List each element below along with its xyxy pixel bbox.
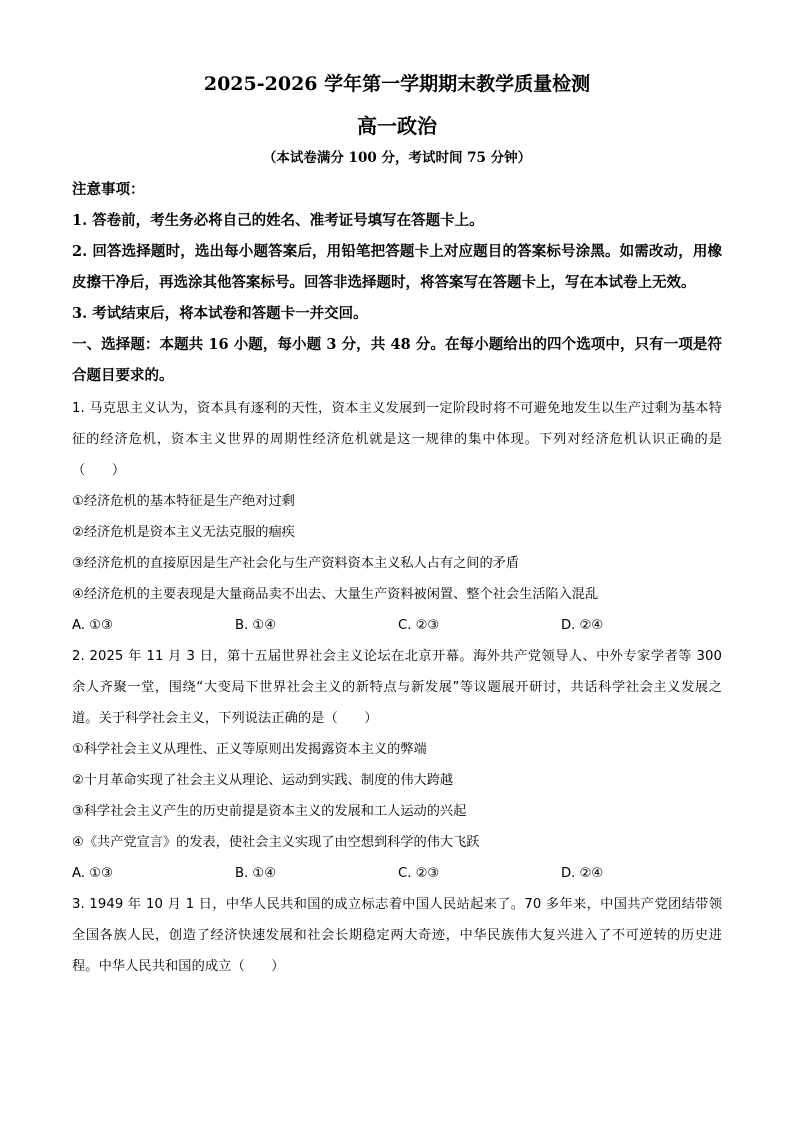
choice-a: A. ①③ <box>72 618 113 633</box>
answer-choices <box>72 610 722 641</box>
choice-c: C. ②③ <box>398 866 440 881</box>
notice-item-1: 1. 答卷前，考生务必将自己的姓名、准考证号填写在答题卡上。 <box>72 212 484 229</box>
exam-title: 2025-2026 学年第一学期期末教学质量检测 <box>203 73 591 95</box>
question-3 <box>72 889 722 982</box>
section-heading: 一、选择题：本题共 16 小题，每小题 3 分，共 48 分。在每小题给出的四个选项中，只有一项是符合题目要求的。 <box>72 336 722 384</box>
choice-a: A. ①③ <box>72 866 113 881</box>
answer-choices <box>72 858 722 889</box>
question-option: ②经济危机是资本主义无法克服的痼疾 <box>72 525 295 540</box>
question-option: ③经济危机的直接原因是生产社会化与生产资料资本主义私人占有之间的矛盾 <box>72 556 520 571</box>
question-2 <box>72 641 722 889</box>
question-option: ④《共产党宣言》的发表，使社会主义实现了由空想到科学的伟大飞跃 <box>72 835 480 850</box>
choice-b: B. ①④ <box>235 866 277 881</box>
question-option: ①科学社会主义从理性、正义等原则出发揭露资本主义的弊端 <box>72 742 427 757</box>
question-option: ④经济危机的主要表现是大量商品卖不出去、大量生产资料被闲置、整个社会生活陷入混乱 <box>72 587 599 602</box>
exam-subject: 高一政治 <box>357 114 437 138</box>
choice-d: D. ②④ <box>561 618 604 633</box>
question-option: ③科学社会主义产生的历史前提是资本主义的发展和工人运动的兴起 <box>72 804 467 819</box>
exam-page <box>72 60 722 982</box>
exam-info: （本试卷满分 100 分，考试时间 75 分钟） <box>262 150 532 166</box>
notice-item-2: 2. 回答选择题时，选出每小题答案后，用铅笔把答题卡上对应题目的答案标号涂黑。如需改动，用橡皮擦干净后，再选涂其他答案标号。回答非选择题时，将答案写在答题卡上，写在本试卷上无效。 <box>72 243 722 291</box>
choice-b: B. ①④ <box>235 618 277 633</box>
question-option: ①经济危机的基本特征是生产绝对过剩 <box>72 494 295 509</box>
notice-item-3: 3. 考试结束后，将本试卷和答题卡一并交回。 <box>72 305 368 322</box>
question-stem: 3. 1949 年 10 月 1 日，中华人民共和国的成立标志着中国人民站起来了。70 多年来，中国共产党团结带领全国各族人民，创造了经济快速发展和社会长期稳定两大奇迹，中华民族伟大复兴进入了不可逆转的历史进程。中华人民共和国的成立（ ） <box>72 897 722 974</box>
choice-d: D. ②④ <box>561 866 604 881</box>
choice-c: C. ②③ <box>398 618 440 633</box>
question-stem: 1. 马克思主义认为，资本具有逐利的天性，资本主义发展到一定阶段时将不可避免地发生以生产过剩为基本特征的经济危机，资本主义世界的周期性经济危机就是这一规律的集中体现。下列对经济危机认识正确的是（ ） <box>72 401 722 478</box>
question-stem: 2. 2025 年 11 月 3 日，第十五届世界社会主义论坛在北京开幕。海外共产党领导人、中外专家学者等 300 余人齐聚一堂，围绕“大变局下世界社会主义的新特点与新发展”等议题展开研讨，共话科学社会主义发展之道。关于科学社会主义，下列说法正确的是（ ） <box>72 649 722 726</box>
question-option: ②十月革命实现了社会主义从理论、运动到实践、制度的伟大跨越 <box>72 773 454 788</box>
question-1 <box>72 393 722 641</box>
notice-heading: 注意事项： <box>72 181 145 198</box>
